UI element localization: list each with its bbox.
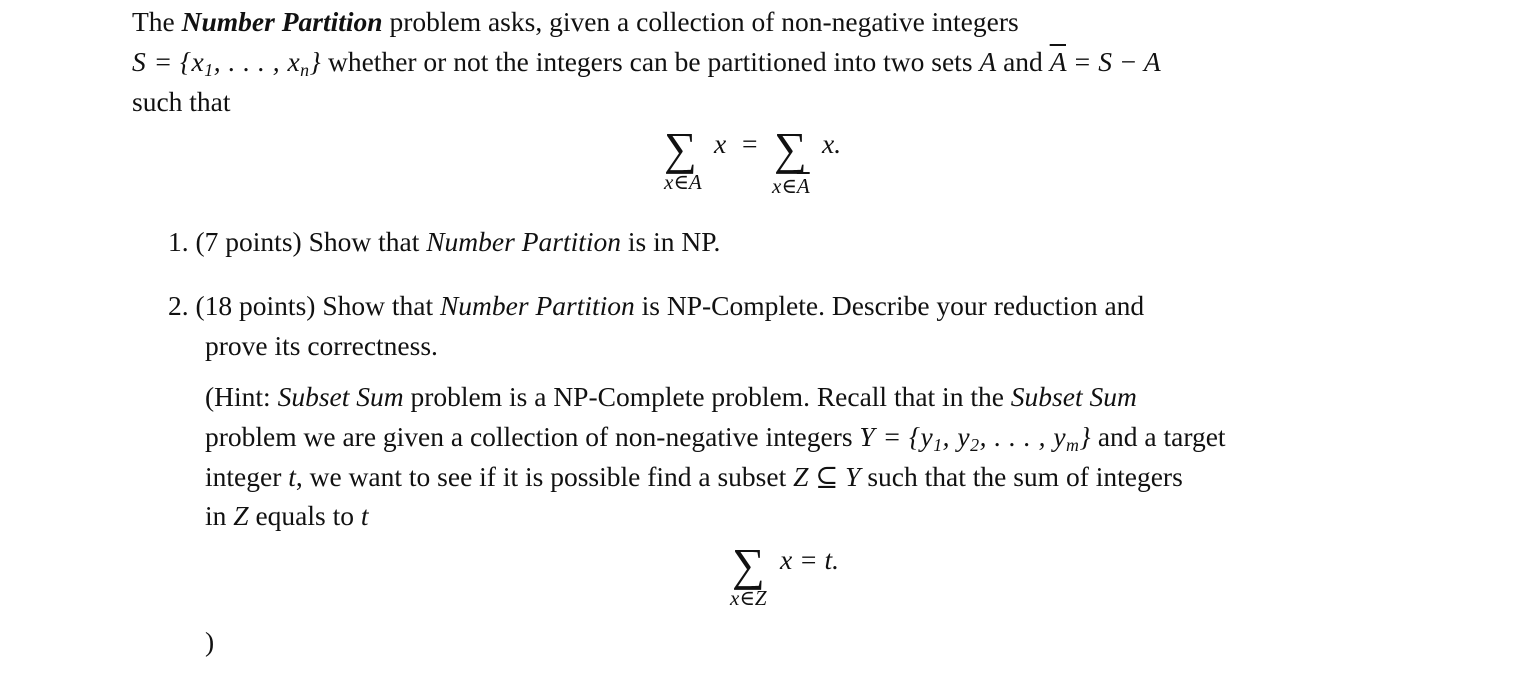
complement-definition: = S − A bbox=[1066, 46, 1161, 77]
hint-line-1: (Hint: Subset Sum problem is a NP-Complete problem. Recall that in the Subset Sum bbox=[205, 381, 1137, 412]
question-1-points: (7 points) bbox=[195, 226, 302, 257]
subset-relation: Z ⊆ Y bbox=[793, 461, 861, 492]
hint-line-3: integer t, we want to see if it is possible find a subset Z ⊆ Y such that the sum of integers bbox=[205, 461, 1183, 492]
lhs-variable: x bbox=[714, 128, 727, 159]
question-1-term: Number Partition bbox=[426, 226, 621, 257]
set-Y-definition: $Y = \{y_1$, $y_2$, . . . , $y_m$} bbox=[859, 421, 1091, 455]
target-t-2: t bbox=[360, 500, 369, 531]
intro-line-2 bbox=[132, 46, 1161, 81]
question-1-number: 1. bbox=[168, 226, 189, 257]
lhs-sum-index: x∈A bbox=[664, 170, 702, 194]
hint-line-2: problem we are given a collection of non-negative integers $Y = \{y_1$, $y_2$, . . . , $y_m$} and a target bbox=[205, 421, 1226, 455]
question-1: 1. (7 points) Show that Number Partition is in NP. bbox=[168, 226, 721, 257]
set-A: A bbox=[979, 46, 997, 77]
rhs-sum-index: $x\in\overline{A}$ bbox=[772, 174, 810, 198]
set-A-complement: $\overline{A}$ bbox=[1049, 46, 1066, 77]
sum-symbol-hint: ∑ bbox=[732, 539, 765, 590]
equation-balance bbox=[664, 118, 864, 198]
rhs-variable: x. bbox=[822, 128, 842, 159]
target-t: t bbox=[288, 461, 296, 492]
subset-sum-term: Subset Sum bbox=[277, 381, 404, 412]
intro-line2-text: whether or not the integers can be partitioned into two sets bbox=[321, 46, 980, 77]
hint-line-4: in Z equals to t bbox=[205, 500, 369, 531]
intro-line-1 bbox=[132, 6, 1019, 38]
question-2-number: 2. bbox=[168, 290, 189, 321]
question-2: 2. (18 points) Show that Number Partition is NP-Complete. Describe your reduction and bbox=[168, 290, 1145, 321]
equals-sign: = bbox=[742, 128, 758, 159]
sum-symbol-left: ∑ bbox=[664, 123, 697, 174]
problem-name: Number Partition bbox=[181, 6, 383, 37]
subset-Z: Z bbox=[233, 500, 249, 531]
intro-prefix: The bbox=[132, 6, 182, 37]
question-2-line-2: prove its correctness. bbox=[205, 330, 438, 361]
subset-sum-term-2: Subset Sum bbox=[1010, 381, 1137, 412]
intro-line-3: such that bbox=[132, 86, 231, 117]
subset-sum-index: x∈Z bbox=[730, 586, 767, 610]
intro-suffix: problem asks, given a collection of non-negative integers bbox=[382, 6, 1019, 37]
question-2-points: (18 points) bbox=[195, 290, 316, 321]
equation-subset-sum bbox=[730, 534, 890, 614]
subset-sum-equation: x = t. bbox=[780, 544, 840, 575]
question-2-term: Number Partition bbox=[439, 290, 635, 321]
set-S-definition: $S = \{x_1$, . . . , $x_n$} bbox=[132, 46, 322, 80]
and-word: and bbox=[996, 46, 1050, 77]
sum-symbol-right: ∑ bbox=[774, 123, 807, 174]
hint-close-paren: ) bbox=[205, 626, 215, 657]
